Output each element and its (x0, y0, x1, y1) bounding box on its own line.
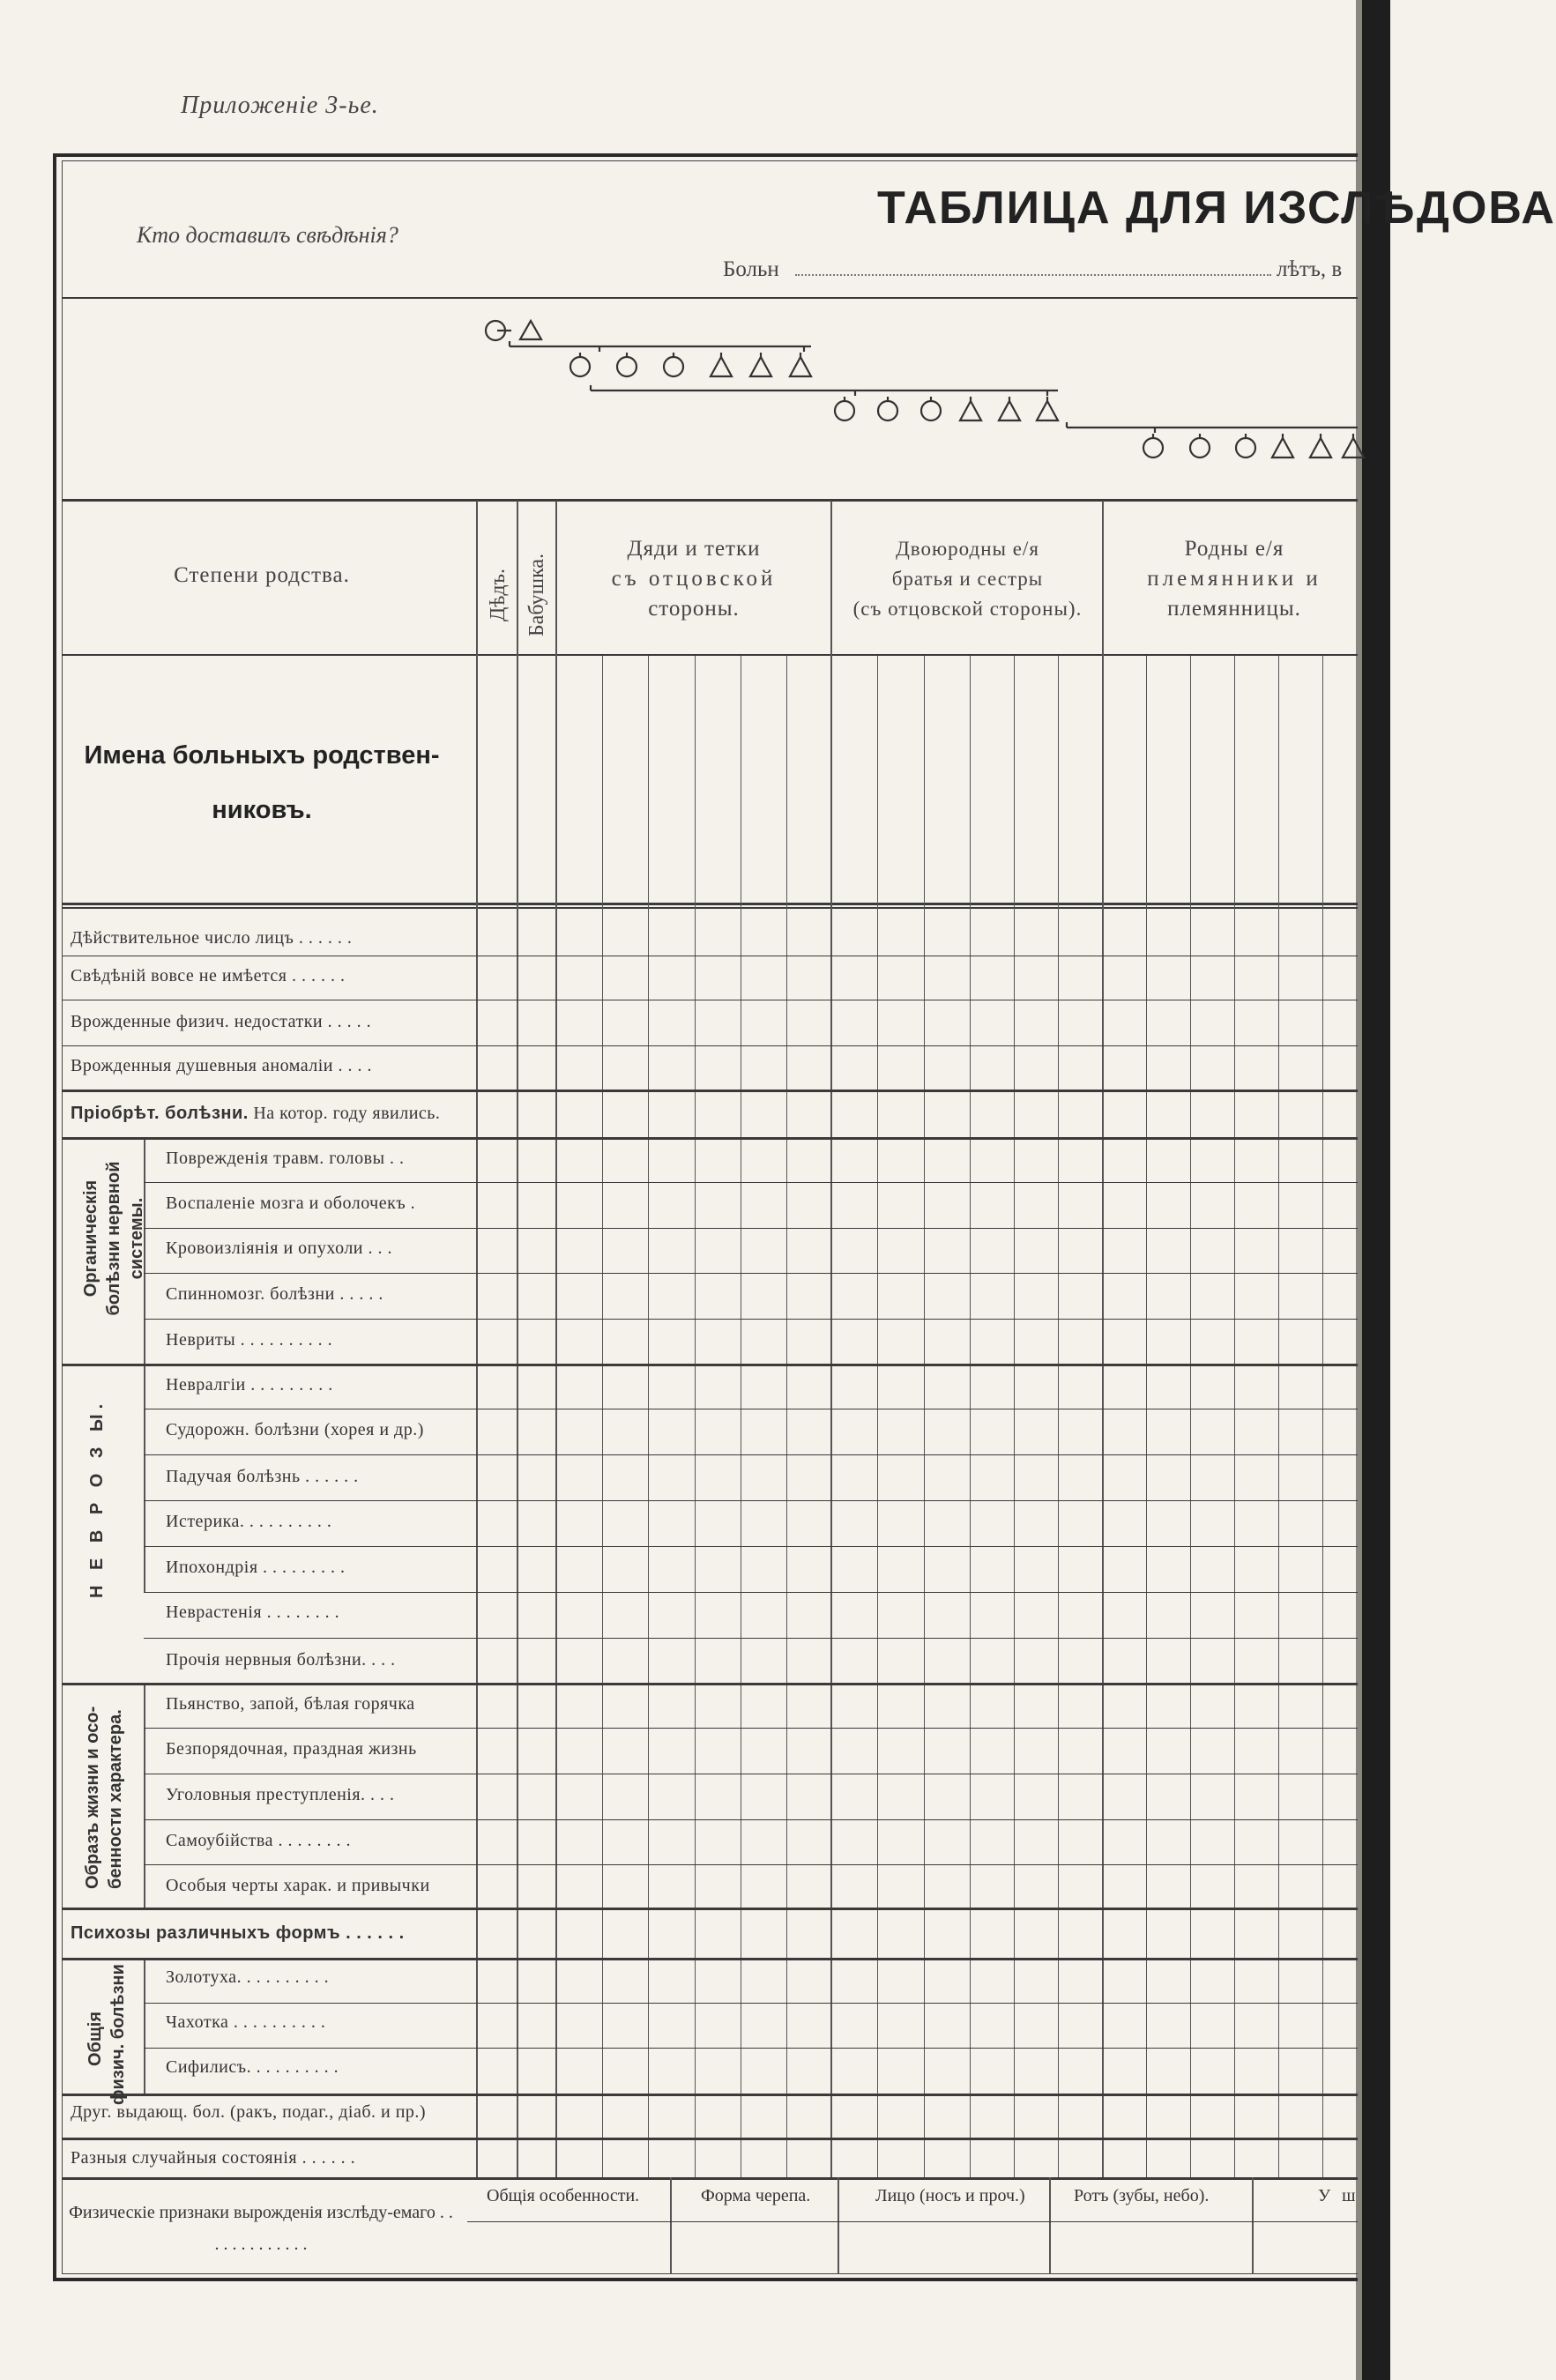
row-actual-count: Дѣйствительное число лицъ . . . . . . (71, 928, 353, 948)
row-psychoses: Психозы различныхъ формъ . . . . . . (71, 1923, 405, 1943)
footer-label: Физическіе признаки вырожденія изслѣду-емаго . . . . . . . . . . . . . (69, 2203, 453, 2254)
footer-col-ears: У ш (1318, 2186, 1359, 2205)
row-congenital-physical: Врожденные физич. недостатки . . . . . (71, 1012, 372, 1031)
row-epilepsy: Падучая болѣзнь . . . . . . (166, 1467, 359, 1486)
names-label: Имена больныхъ родствен-никовъ. (84, 741, 440, 824)
footer-col-mouth: Ротъ (зубы, небо). (1074, 2186, 1210, 2205)
sub-column-line (1146, 656, 1147, 2177)
row-rule (144, 1819, 1358, 1820)
pedigree-diagram (476, 304, 1358, 463)
footer-divider (1252, 2177, 1254, 2274)
sub-column-line (1234, 656, 1235, 2177)
sub-column-line (1190, 656, 1191, 2177)
page-edge (1362, 0, 1390, 2380)
row-neuritis: Невриты . . . . . . . . . . (166, 1330, 333, 1350)
row-spinal: Спинномозг. болѣзни . . . . . (166, 1284, 383, 1304)
row-rule (62, 1683, 1358, 1685)
row-rule (144, 1273, 1358, 1274)
row-brain-inflammation: Воспаленіе мозга и оболочекъ . (166, 1194, 416, 1213)
row-other-diseases: Друг. выдающ. бол. (ракъ, подаг., діаб. и пр.) (71, 2102, 427, 2122)
group-organic-label (79, 1159, 150, 1318)
sub-column-line (1014, 656, 1015, 2177)
footer-divider (670, 2177, 672, 2274)
row-head-trauma: Поврежденія травм. головы . . (166, 1149, 405, 1168)
pedigree-row-2 (570, 353, 811, 376)
footer-col-skull: Форма черепа. (701, 2186, 811, 2205)
column-divider (517, 501, 518, 2177)
row-no-info: Свѣдѣній вовсе не имѣется . . . . . . (71, 966, 346, 985)
sub-column-line (1322, 656, 1323, 2177)
cousins-header (833, 534, 1102, 624)
nephews-line: племянники и (1147, 567, 1321, 591)
row-rule (62, 1958, 1358, 1960)
row-hemorrhage: Кровоизліянія и опухоли . . . (166, 1238, 393, 1258)
row-rule (62, 2177, 1358, 2180)
column-divider (476, 501, 478, 2177)
rule-names-top (62, 654, 1358, 656)
sub-column-line (924, 656, 925, 2177)
sub-column-line (695, 656, 696, 2177)
patient-name-field[interactable] (795, 274, 1271, 276)
years-label: лѣтъ, в (1277, 257, 1343, 281)
group-physical-line: Общія (86, 2012, 105, 2067)
row-rule (144, 1638, 1358, 1639)
row-suicide: Самоубійства . . . . . . . . (166, 1831, 351, 1850)
row-congenital-mental: Врожденныя душевныя аномаліи . . . . (71, 1056, 373, 1075)
page-title: ТАБЛИЦА ДЛЯ ИЗСЛѢДОВА (877, 182, 1556, 234)
rule-column-header-top (62, 499, 1358, 502)
group-divider (144, 1683, 145, 1908)
row-rule (144, 2048, 1358, 2049)
sub-column-line (648, 656, 649, 2177)
sub-column-line (1278, 656, 1279, 2177)
sub-column-line (970, 656, 971, 2177)
grandmother-label: Бабушка. (525, 553, 548, 637)
nephews-line: Родны е/я (1184, 537, 1284, 561)
row-neurasthenia: Неврастенія . . . . . . . . (166, 1603, 340, 1622)
row-rule (144, 1228, 1358, 1229)
footer-col-general: Общія особенности. (487, 2186, 640, 2205)
pedigree-row-1 (486, 321, 541, 340)
row-drinking: Пьянство, запой, бѣлая горячка (166, 1694, 415, 1714)
row-consumption: Чахотка . . . . . . . . . . (166, 2012, 326, 2032)
sub-column-line (1058, 656, 1059, 2177)
who-delivered-label: Кто доставилъ свѣдѣнія? (137, 222, 398, 248)
row-rule (144, 1500, 1358, 1501)
uncles-aunts-header (557, 534, 830, 624)
sub-column-line (602, 656, 603, 2177)
row-convulsive: Судорожн. болѣзни (хорея и др.) (166, 1420, 424, 1439)
row-rule (144, 1592, 1358, 1593)
appendix-label: Приложеніе 3-ье. (181, 92, 379, 119)
cousins-line: Двоюродны е/я (896, 538, 1039, 560)
row-rule (62, 1908, 1358, 1910)
patient-label: Больн (723, 257, 779, 281)
row-character: Особыя черты харак. и привычки (166, 1876, 430, 1895)
row-acquired-bold: Пріобрѣт. болѣзни. (71, 1104, 249, 1123)
grandfather-label: Дѣдъ. (487, 568, 510, 622)
row-rule (62, 1090, 1358, 1092)
row-accidental: Разныя случайныя состоянія . . . . . . (71, 2148, 356, 2168)
row-idle-life: Безпорядочная, праздная жизнь (166, 1739, 417, 1759)
row-crimes: Уголовныя преступленія. . . . (166, 1785, 395, 1804)
row-rule (144, 1864, 1358, 1865)
rule-body-top-2 (62, 907, 1358, 909)
group-lifestyle-line: Образъ жизни и осо- (83, 1706, 102, 1889)
nephews-header (1106, 534, 1362, 624)
row-rule (144, 1546, 1358, 1547)
group-lifestyle-line: бенности характера. (106, 1709, 125, 1889)
row-rule (144, 1728, 1358, 1729)
group-divider (144, 1958, 145, 2094)
nephews-line: племянницы. (1167, 597, 1301, 621)
cousins-line: братья и сестры (891, 568, 1044, 590)
footer-divider (1049, 2177, 1051, 2274)
row-neuralgia: Невралгіи . . . . . . . . . (166, 1375, 333, 1395)
row-other-nervous: Прочія нервныя болѣзни. . . . (166, 1650, 396, 1670)
row-rule (62, 1137, 1358, 1140)
rule-header (62, 297, 1358, 299)
row-syphilis: Сифилисъ. . . . . . . . . . (166, 2057, 339, 2077)
row-rule (62, 2094, 1358, 2096)
row-acquired (71, 1104, 440, 1124)
pedigree-row-4 (1143, 434, 1364, 457)
group-physical-line: физич. болѣзни (108, 1964, 128, 2105)
footer-row-rule (467, 2221, 1358, 2222)
column-divider (1102, 501, 1104, 2177)
row-rule (144, 1182, 1358, 1183)
sub-column-line (786, 656, 787, 2177)
row-rule (62, 2138, 1358, 2140)
pedigree-row-3 (835, 397, 1058, 420)
row-scrofula: Золотуха. . . . . . . . . . (166, 1967, 330, 1987)
group-organic-line: болѣзни нервной (104, 1161, 123, 1316)
group-physical-label (84, 1964, 133, 2105)
uncles-aunts-line: стороны. (648, 597, 740, 621)
rule-body-top (62, 903, 1358, 905)
group-lifestyle-label (81, 1706, 130, 1889)
group-organic-line: системы. (127, 1197, 146, 1280)
row-acquired-rest: На котор. году явились. (248, 1104, 441, 1123)
group-organic-line: Органическія (81, 1179, 101, 1298)
degree-label: Степени родства. (174, 563, 350, 587)
row-rule (62, 1364, 1358, 1366)
uncles-aunts-line: съ отцовской (611, 567, 777, 591)
row-rule (144, 1319, 1358, 1320)
row-rule (144, 2003, 1358, 2004)
row-hypochondria: Ипохондрія . . . . . . . . . (166, 1558, 346, 1577)
sub-column-line (877, 656, 878, 2177)
row-rule (62, 1045, 1358, 1046)
cousins-line: (съ отцовской стороны). (852, 598, 1083, 620)
row-hysteria: Истерика. . . . . . . . . . (166, 1512, 332, 1531)
footer-divider (838, 2177, 839, 2274)
group-neuroses-label: Н Е В Р О З Ы. (87, 1398, 107, 1598)
footer-col-face: Лицо (носъ и проч.) (875, 2186, 1025, 2205)
uncles-aunts-line: Дяди и тетки (627, 537, 761, 561)
column-divider (830, 501, 832, 2177)
row-rule (144, 1454, 1358, 1455)
column-divider (555, 501, 557, 2177)
